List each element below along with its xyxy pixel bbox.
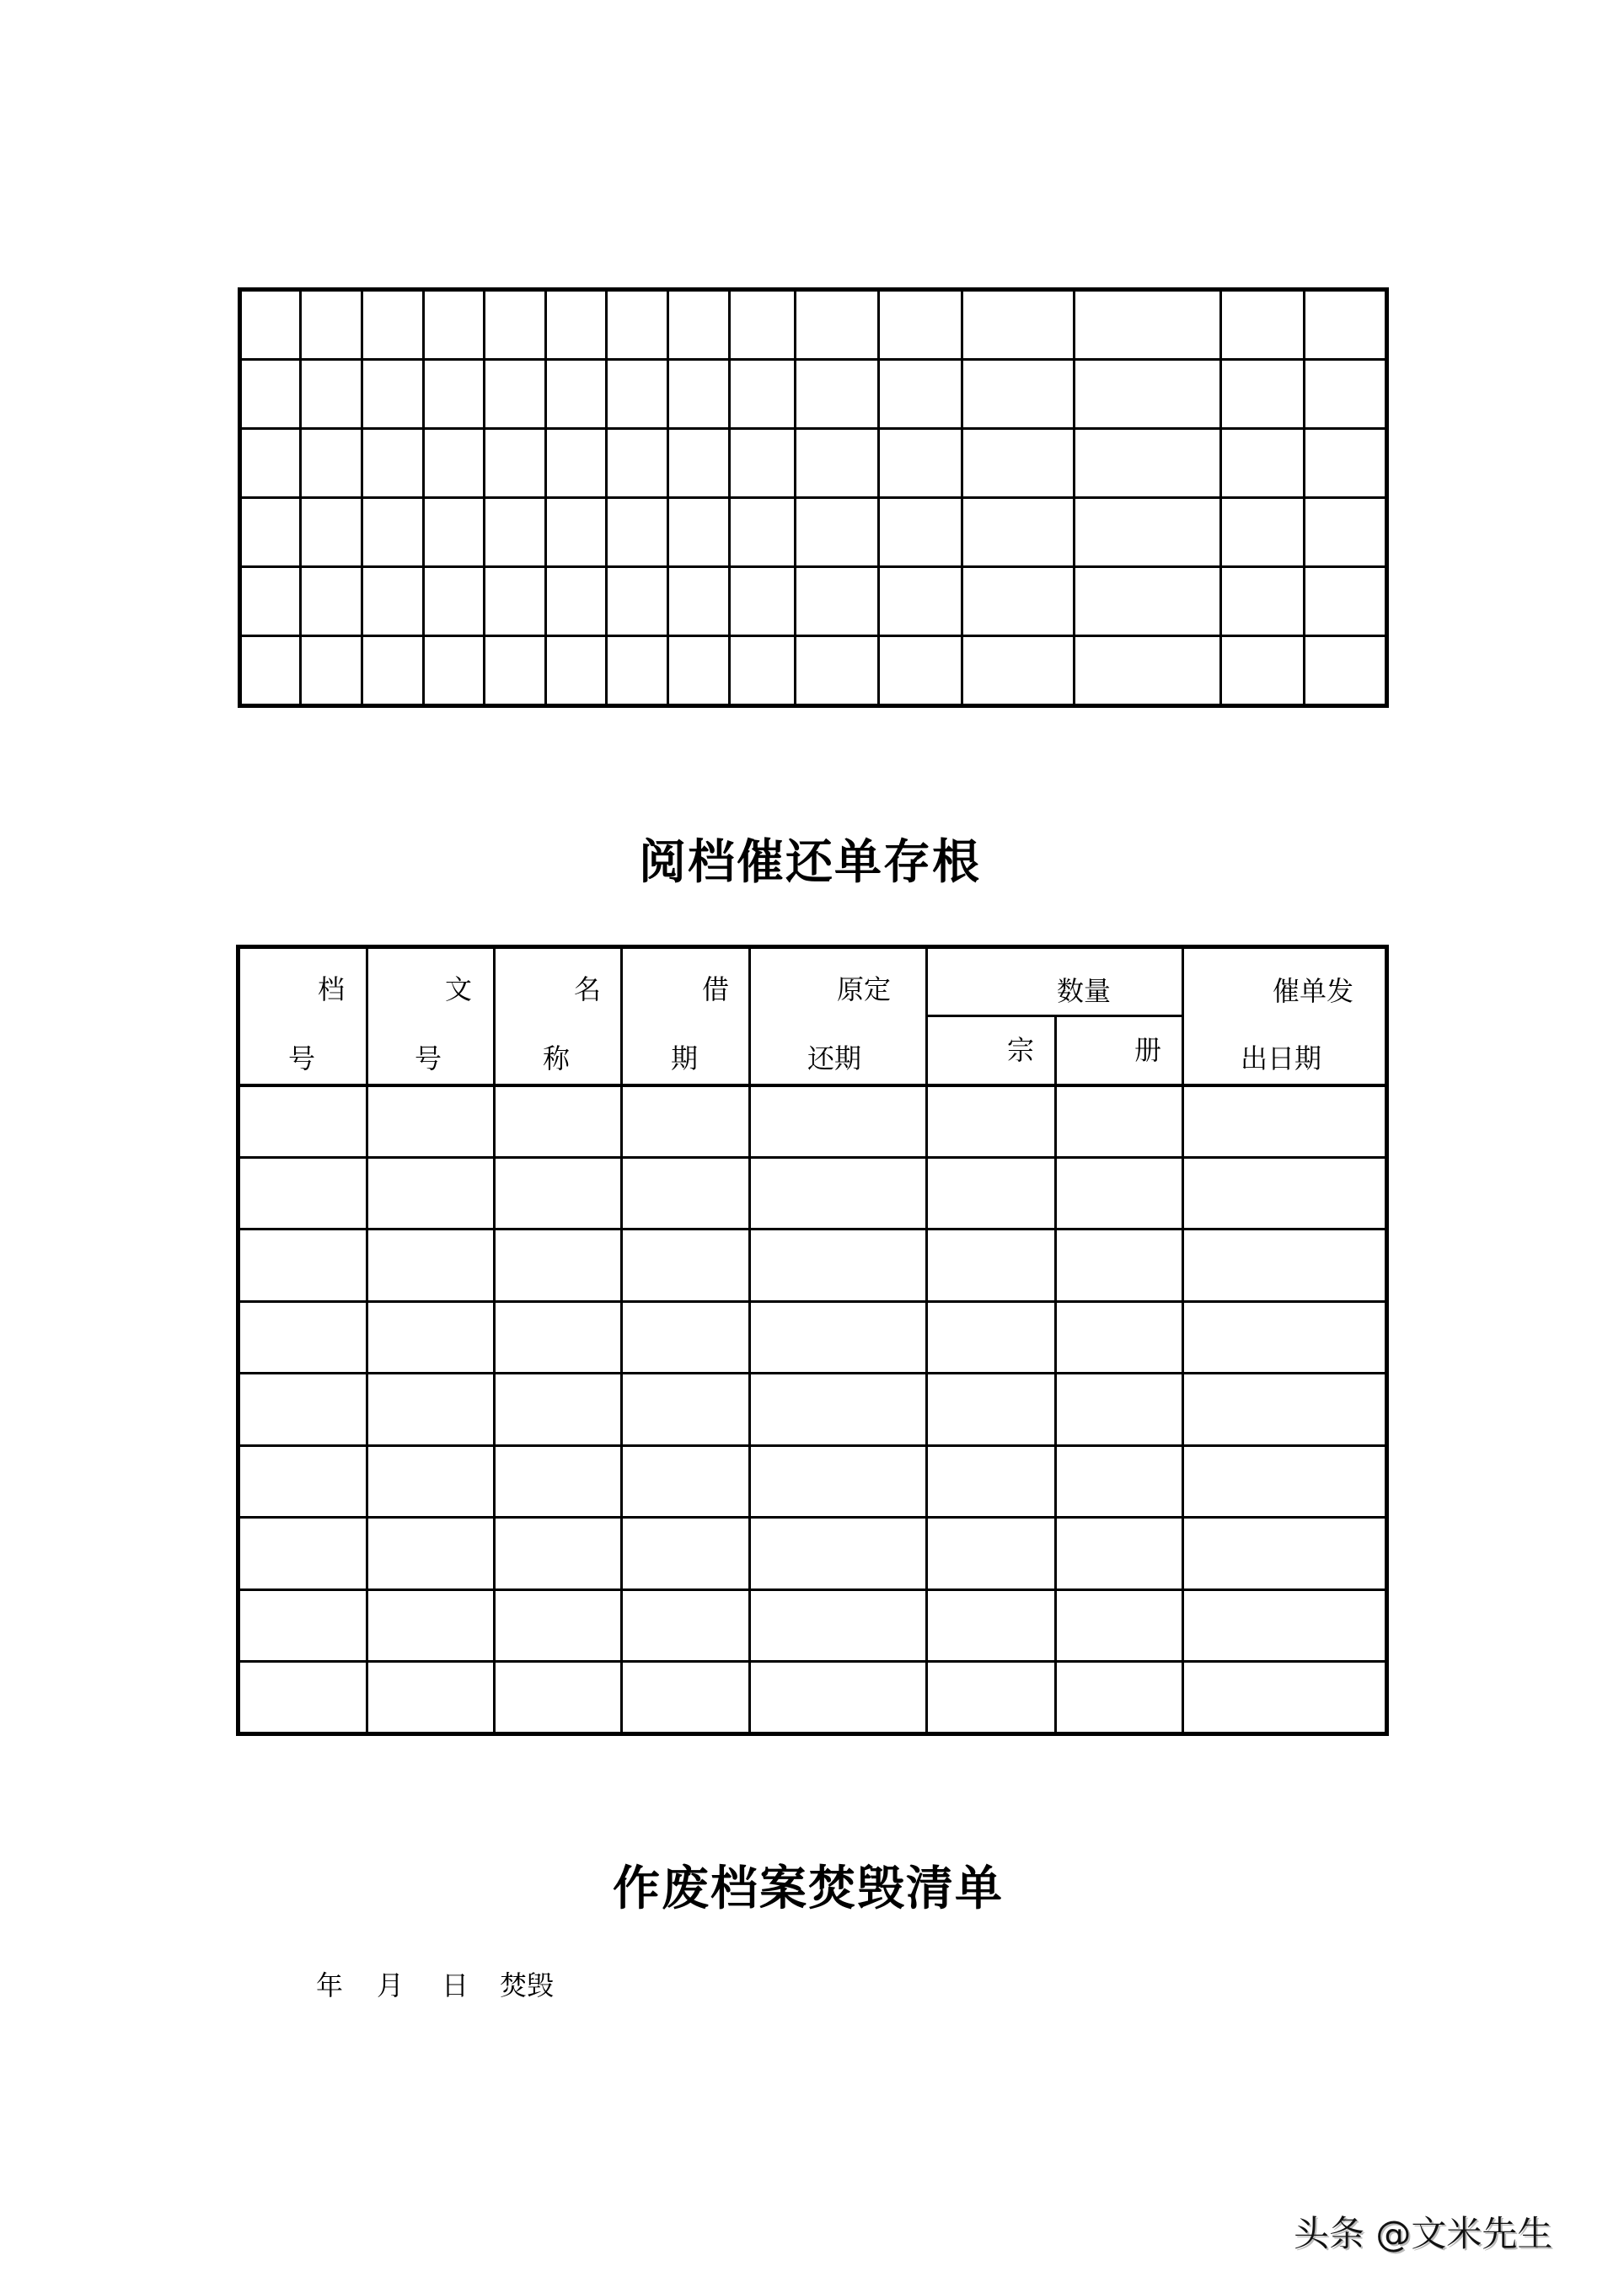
table1-cell (878, 289, 962, 359)
table1-cell (362, 635, 423, 705)
table2-empty-cell (1182, 1661, 1386, 1733)
table2-empty-cell (1055, 1517, 1182, 1589)
table1-cell (1074, 566, 1220, 635)
table2-empty-cell (1055, 1085, 1182, 1157)
table1-cell (606, 359, 667, 428)
table1-cell (239, 428, 300, 497)
table1-cell (423, 428, 484, 497)
table1-cell (606, 566, 667, 635)
table2-empty-cell (1182, 1517, 1386, 1589)
table1-cell (1074, 359, 1220, 428)
table1-cell (962, 635, 1074, 705)
table1-cell (545, 289, 606, 359)
table1-cell (300, 497, 362, 566)
table1-cell (1220, 566, 1304, 635)
table1-cell (484, 566, 545, 635)
table1-cell (962, 566, 1074, 635)
table1-cell (300, 359, 362, 428)
table1-cell (239, 497, 300, 566)
table1-cell (239, 359, 300, 428)
date-destroyed-label: 焚毁 (500, 1969, 555, 2001)
table2-empty-cell (367, 1589, 494, 1662)
table1-cell (362, 566, 423, 635)
table1-cell (423, 566, 484, 635)
table2-empty-cell (621, 1157, 749, 1230)
table2-empty-cell (1055, 1445, 1182, 1518)
table1-cell (239, 566, 300, 635)
table1-cell (1074, 428, 1220, 497)
table2-empty-cell (1182, 1229, 1386, 1301)
table2-empty-cell (1182, 1157, 1386, 1230)
table2-empty-cell (494, 1157, 621, 1230)
table1-cell (1074, 289, 1220, 359)
table1-cell (667, 289, 729, 359)
table1-cell (1304, 289, 1386, 359)
table2-empty-cell (749, 1373, 926, 1445)
header-quantity-books: 册 (1134, 1034, 1162, 1066)
table1-cell (484, 635, 545, 705)
table2-empty-cell (926, 1301, 1055, 1374)
table2-empty-cell (749, 1301, 926, 1374)
header-doc-number-line1: 文 (445, 973, 473, 1005)
table1-cell (795, 428, 878, 497)
table1-cell (545, 497, 606, 566)
table1-cell (1220, 497, 1304, 566)
table2-empty-cell (926, 1157, 1055, 1230)
table1-cell (1074, 635, 1220, 705)
table1-cell (423, 497, 484, 566)
table2-empty-cell (367, 1085, 494, 1157)
table2-empty-cell (494, 1085, 621, 1157)
table1-cell (962, 428, 1074, 497)
table1-cell (362, 497, 423, 566)
header-borrow-date-line1: 借 (702, 973, 730, 1005)
table2-empty-cell (749, 1445, 926, 1518)
table1-cell (545, 566, 606, 635)
table2-empty-cell (1182, 1445, 1386, 1518)
table2-empty-cell (238, 1301, 367, 1374)
table2-empty-cell (238, 1661, 367, 1733)
table2-empty-cell (926, 1373, 1055, 1445)
table2-empty-cell (621, 1085, 749, 1157)
table2-empty-cell (749, 1085, 926, 1157)
table1-cell (795, 359, 878, 428)
header-original-due-date-line1: 原定 (837, 973, 892, 1005)
table1-cell (545, 428, 606, 497)
header-file-number-line2: 号 (288, 1042, 316, 1074)
table1-cell (300, 566, 362, 635)
table2-empty-cell (238, 1229, 367, 1301)
table1-cell (362, 428, 423, 497)
table1-cell (729, 289, 795, 359)
table1-cell (300, 289, 362, 359)
table2-empty-cell (494, 1301, 621, 1374)
table1-cell (484, 428, 545, 497)
table2-empty-cell (926, 1229, 1055, 1301)
table2-empty-cell (1182, 1085, 1386, 1157)
table2-empty-cell (1055, 1157, 1182, 1230)
table1-cell (423, 635, 484, 705)
table1-cell (878, 497, 962, 566)
table2-empty-cell (1055, 1229, 1182, 1301)
table1-cell (1304, 566, 1386, 635)
table1-cell (423, 359, 484, 428)
table2-empty-cell (367, 1229, 494, 1301)
table2-empty-cell (926, 1589, 1055, 1662)
table1-cell (667, 635, 729, 705)
header-original-due-date-line2: 还期 (807, 1042, 862, 1074)
table1-cell (1304, 359, 1386, 428)
header-name-line2: 称 (543, 1042, 571, 1074)
table1-cell (1304, 428, 1386, 497)
table2-empty-cell (494, 1517, 621, 1589)
table2-empty-cell (621, 1517, 749, 1589)
header-doc-number-line2: 号 (415, 1042, 442, 1074)
table1-cell (1074, 497, 1220, 566)
table2-empty-cell (367, 1373, 494, 1445)
header-file-number-line1: 档 (318, 973, 346, 1005)
table1-cell (962, 359, 1074, 428)
table2-empty-cell (238, 1085, 367, 1157)
table1-cell (423, 289, 484, 359)
table2-empty-cell (1055, 1589, 1182, 1662)
header-name-line1: 名 (574, 973, 602, 1005)
table1-cell (545, 635, 606, 705)
table1-cell (729, 359, 795, 428)
table2-empty-cell (621, 1589, 749, 1662)
header-quantity-volumes: 宗 (1007, 1034, 1035, 1066)
table2-empty-cell (926, 1445, 1055, 1518)
table1-cell (878, 428, 962, 497)
table2-empty-cell (494, 1445, 621, 1518)
watermark-text: 头条 @文米先生 (1294, 2213, 1553, 2254)
table1-cell (239, 635, 300, 705)
section-title-return-reminder-stub: 阅档催还单存根 (639, 835, 981, 890)
table1-cell (606, 635, 667, 705)
table1-cell (878, 359, 962, 428)
table2-empty-cell (749, 1517, 926, 1589)
table2-empty-cell (621, 1301, 749, 1374)
table1-cell (729, 428, 795, 497)
table2-empty-cell (367, 1445, 494, 1518)
table2-empty-cell (749, 1157, 926, 1230)
table1-cell (484, 497, 545, 566)
date-day-label: 日 (442, 1969, 469, 2001)
table1-cell (1220, 428, 1304, 497)
table1-cell (795, 635, 878, 705)
table1-cell (606, 289, 667, 359)
date-month-label: 月 (377, 1969, 405, 2001)
table1-cell (729, 635, 795, 705)
table2-empty-cell (621, 1661, 749, 1733)
table1-cell (362, 289, 423, 359)
table2-empty-cell (621, 1229, 749, 1301)
table2-empty-cell (367, 1661, 494, 1733)
table2-empty-cell (749, 1229, 926, 1301)
table2-empty-cell (926, 1085, 1055, 1157)
table2-empty-cell (749, 1661, 926, 1733)
table2-empty-cell (1055, 1661, 1182, 1733)
table1-cell (878, 635, 962, 705)
table1-cell (878, 566, 962, 635)
table2-empty-cell (1182, 1589, 1386, 1662)
table1-cell (484, 289, 545, 359)
table2-empty-cell (749, 1589, 926, 1662)
table2-empty-cell (367, 1157, 494, 1230)
table1-cell (729, 497, 795, 566)
table1-cell (1220, 359, 1304, 428)
table2-empty-cell (238, 1373, 367, 1445)
header-borrow-date-line2: 期 (671, 1042, 699, 1074)
table2-empty-cell (238, 1517, 367, 1589)
table1-cell (545, 359, 606, 428)
table1-cell (667, 428, 729, 497)
table1-cell (962, 289, 1074, 359)
table2-empty-cell (494, 1589, 621, 1662)
header-reminder-issue-date-line2: 出日期 (1241, 1042, 1322, 1074)
header-quantity: 数量 (1057, 975, 1112, 1007)
table1-cell (795, 289, 878, 359)
table1-cell (1304, 635, 1386, 705)
table1-cell (1220, 635, 1304, 705)
table2-quantity-subdivider (926, 1015, 1182, 1017)
table1-cell (667, 566, 729, 635)
table2-empty-cell (494, 1229, 621, 1301)
table2-empty-cell (926, 1661, 1055, 1733)
table2-empty-cell (367, 1517, 494, 1589)
table1-cell (239, 289, 300, 359)
table2-empty-cell (238, 1445, 367, 1518)
table2-empty-cell (926, 1517, 1055, 1589)
table1-cell (795, 566, 878, 635)
table1-cell (962, 497, 1074, 566)
table1-cell (667, 497, 729, 566)
table2-empty-cell (238, 1589, 367, 1662)
table2-empty-cell (238, 1157, 367, 1230)
table1-cell (606, 428, 667, 497)
date-year-label: 年 (316, 1969, 344, 2001)
table2-empty-cell (1055, 1373, 1182, 1445)
header-reminder-issue-date-line1: 催单发 (1273, 975, 1354, 1007)
table1-cell (362, 359, 423, 428)
table2-empty-cell (1182, 1301, 1386, 1374)
table2-empty-cell (621, 1373, 749, 1445)
table1-cell (300, 428, 362, 497)
table1-cell (795, 497, 878, 566)
table1-cell (606, 497, 667, 566)
table1-cell (484, 359, 545, 428)
table2-empty-cell (1182, 1373, 1386, 1445)
table2-empty-cell (1055, 1301, 1182, 1374)
table1-cell (1304, 497, 1386, 566)
table1-cell (667, 359, 729, 428)
table2-empty-cell (494, 1661, 621, 1733)
table1-cell (300, 635, 362, 705)
table2-empty-cell (621, 1445, 749, 1518)
section-title-destruction-list: 作废档案焚毁清单 (613, 1862, 1004, 1916)
table2-empty-cell (494, 1373, 621, 1445)
table1-cell (1220, 289, 1304, 359)
table1-cell (729, 566, 795, 635)
table2-empty-cell (367, 1301, 494, 1374)
